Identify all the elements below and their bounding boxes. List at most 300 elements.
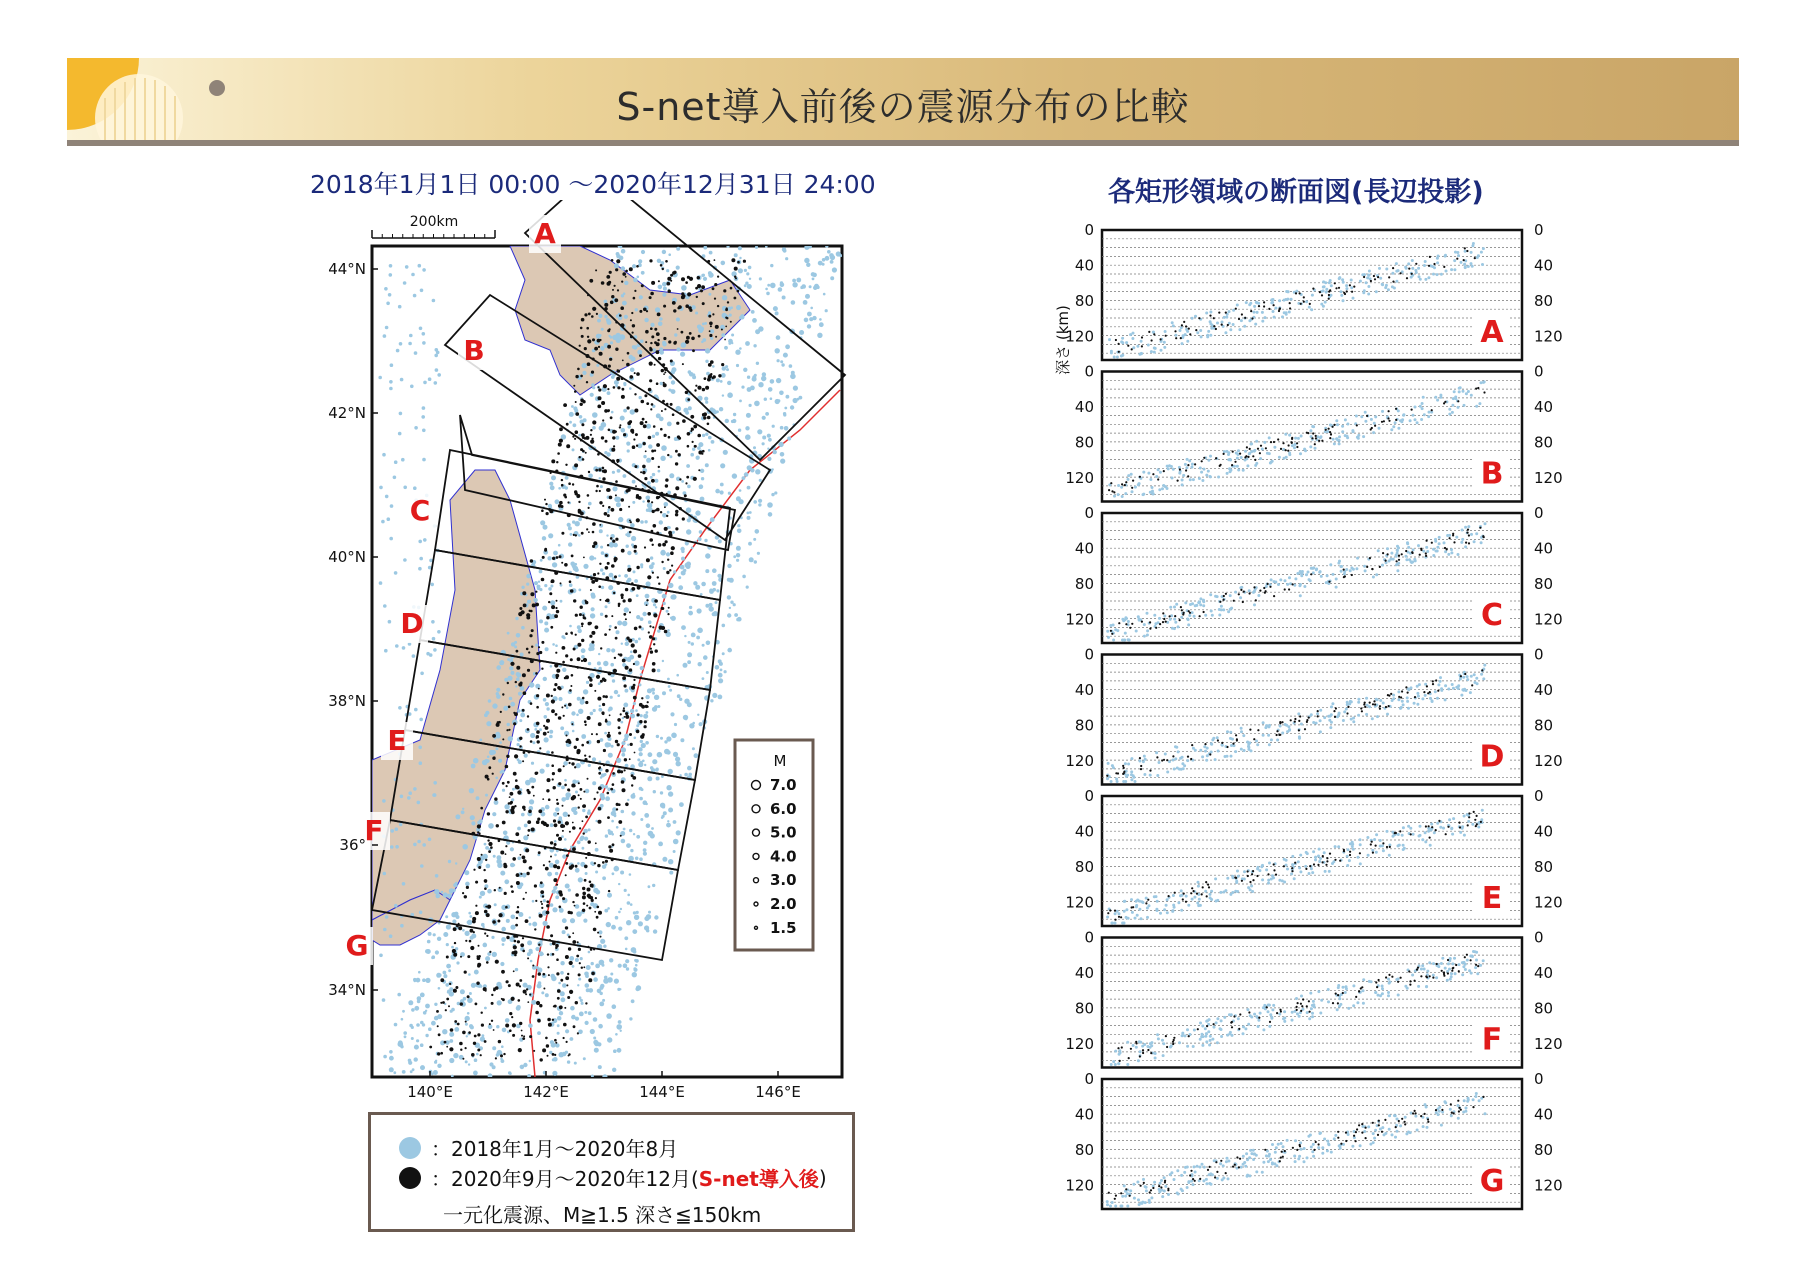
section-dot-before [1364, 420, 1367, 423]
section-dot-before [1412, 833, 1415, 836]
section-dot-after [1420, 549, 1422, 551]
epicenter-after [528, 651, 530, 653]
section-dot-before [1199, 597, 1202, 600]
section-dot-before [1185, 895, 1188, 898]
section-dot-before [1395, 554, 1398, 557]
epicenter-after [541, 509, 544, 512]
epicenter-after [620, 770, 623, 773]
section-dot-after [1344, 575, 1346, 577]
section-dot-after [1414, 696, 1416, 698]
section-dot-before [1351, 845, 1354, 848]
section-dot-after [1471, 684, 1473, 686]
section-dot-before [1312, 850, 1315, 853]
epicenter-after [454, 942, 456, 944]
epicenter-before [681, 625, 686, 630]
section-dot-before [1246, 464, 1249, 467]
section-dot-after [1115, 339, 1117, 341]
epicenter-after [496, 824, 499, 827]
epicenter-before [616, 502, 621, 507]
epicenter-before [570, 533, 573, 536]
section-dot-before [1155, 751, 1158, 754]
section-dot-after [1215, 457, 1217, 459]
epicenter-before [639, 683, 642, 686]
epicenter-after [727, 301, 729, 303]
epicenter-after [688, 306, 692, 310]
epicenter-before [699, 722, 703, 726]
section-dot-after [1311, 437, 1313, 439]
epicenter-before [628, 856, 634, 862]
epicenter-after [513, 722, 516, 725]
epicenter-after [596, 791, 598, 793]
section-dot-before [1142, 901, 1145, 904]
section-dot-before [1229, 594, 1232, 597]
epicenter-after [656, 350, 660, 354]
section-dot-before [1366, 836, 1369, 839]
section-dot-before [1245, 301, 1248, 304]
section-dot-before [1436, 550, 1439, 553]
epicenter-before [785, 344, 790, 349]
epicenter-after [522, 950, 525, 953]
epicenter-after [607, 282, 611, 286]
epicenter-after [577, 941, 579, 943]
epicenter-after [687, 276, 690, 279]
epicenter-before [577, 697, 581, 701]
section-dot-after [1360, 707, 1362, 709]
epicenter-before [621, 643, 623, 645]
depth-tick-left: 120 [1065, 469, 1094, 487]
epicenter-before [509, 697, 513, 701]
section-dot-after [1220, 464, 1222, 466]
section-dot-before [1397, 833, 1400, 836]
epicenter-after [495, 960, 499, 964]
section-dot-before [1439, 396, 1442, 399]
section-dot-before [1107, 762, 1110, 765]
epicenter-before [469, 992, 472, 995]
epicenter-before [669, 871, 673, 875]
section-dot-before [1457, 687, 1460, 690]
section-dot-before [1187, 623, 1190, 626]
epicenter-after [657, 313, 661, 317]
epicenter-after [569, 580, 572, 583]
section-dot-after [1464, 673, 1466, 675]
section-dot-before [1393, 287, 1396, 290]
epicenter-before [738, 246, 742, 250]
epicenter-after [457, 1023, 460, 1026]
section-dot-before [1331, 702, 1334, 705]
epicenter-before [663, 811, 667, 815]
section-dot-before [1120, 340, 1123, 343]
epicenter-before [692, 375, 696, 379]
epicenter-after [589, 635, 592, 638]
epicenter-before [643, 852, 647, 856]
epicenter-before [830, 260, 834, 264]
section-dot-before [1234, 890, 1237, 893]
epicenter-before [554, 840, 557, 843]
section-dot-before [1224, 331, 1227, 334]
epicenter-before [643, 841, 647, 845]
section-dot-after [1303, 301, 1305, 303]
section-dot-before [1181, 342, 1184, 345]
section-dot-before [1451, 683, 1454, 686]
epicenter-before [414, 1057, 418, 1061]
lat-label: 42°N [328, 404, 366, 422]
section-dot-before [1201, 479, 1204, 482]
epicenter-after [485, 881, 487, 883]
section-dot-after [1203, 457, 1205, 459]
section-dot-before [1261, 448, 1264, 451]
epicenter-after [607, 734, 611, 738]
epicenter-before [539, 728, 542, 731]
section-dot-before [1385, 268, 1388, 271]
epicenter-before [673, 570, 676, 573]
epicenter-after [609, 714, 611, 716]
epicenter-after [660, 428, 663, 431]
epicenter-after [557, 813, 559, 815]
epicenter-after [485, 906, 487, 908]
section-dot-before [1207, 330, 1210, 333]
epicenter-after [652, 544, 654, 546]
epicenter-before [722, 295, 727, 300]
epicenter-before [438, 987, 441, 990]
epicenter-before [379, 486, 383, 490]
section-dot-before [1460, 694, 1463, 697]
epicenter-before [422, 458, 426, 462]
epicenter-after [590, 440, 594, 444]
scale-label: 200km [409, 214, 459, 230]
section-dot-after [1298, 729, 1300, 731]
epicenter-before [469, 788, 474, 793]
section-dot-before [1364, 411, 1367, 414]
epicenter-after [600, 680, 603, 683]
section-dot-before [1299, 854, 1302, 857]
epicenter-after [570, 685, 572, 687]
epicenter-after [636, 445, 638, 447]
epicenter-after [609, 496, 613, 500]
epicenter-before [398, 305, 402, 309]
epicenter-after [609, 271, 612, 274]
epicenter-after [555, 652, 557, 654]
epicenter-before [578, 629, 582, 633]
section-dot-before [1467, 265, 1470, 268]
epicenter-before [383, 1055, 387, 1059]
epicenter-after [658, 466, 660, 468]
section-dot-before [1320, 303, 1323, 306]
section-dot-after [1250, 310, 1252, 312]
epicenter-after [490, 846, 493, 849]
epicenter-before [749, 511, 752, 514]
epicenter-before [572, 780, 577, 785]
epicenter-after [614, 657, 616, 659]
section-dot-before [1237, 875, 1240, 878]
epicenter-after [639, 720, 642, 723]
section-dot-before [1240, 727, 1243, 730]
epicenter-after [522, 1037, 525, 1040]
magnitude-value: 4.0 [770, 847, 797, 866]
section-dot-before [1237, 449, 1240, 452]
epicenter-after [602, 477, 605, 480]
section-dot-before [1322, 280, 1325, 283]
epicenter-before [697, 608, 702, 613]
epicenter-before [753, 538, 756, 541]
section-dot-before [1182, 474, 1185, 477]
epicenter-after [551, 764, 554, 767]
epicenter-before [420, 864, 424, 868]
epicenter-before [819, 322, 824, 327]
epicenter-after [584, 879, 587, 882]
epicenter-before [609, 573, 614, 578]
section-dot-before [1372, 431, 1375, 434]
epicenter-after [561, 479, 563, 481]
light-blue-dot-icon [399, 1137, 421, 1159]
epicenter-after [557, 997, 560, 1000]
epicenter-before [655, 606, 657, 608]
epicenter-after [450, 1028, 454, 1032]
epicenter-before [668, 808, 673, 813]
section-dot-before [1287, 725, 1290, 728]
epicenter-before [780, 452, 785, 457]
epicenter-before [393, 1071, 396, 1074]
section-dot-before [1327, 715, 1330, 718]
section-dot-before [1355, 567, 1358, 570]
epicenter-before [827, 250, 831, 254]
epicenter-after [642, 465, 646, 469]
section-dot-before [1277, 583, 1280, 586]
section-dot-before [1175, 746, 1178, 749]
epicenter-before [395, 845, 399, 849]
epicenter-after [513, 772, 517, 776]
section-dot-before [1209, 893, 1212, 896]
epicenter-after [647, 701, 649, 703]
epicenter-after [460, 1002, 463, 1005]
epicenter-before [759, 479, 762, 482]
epicenter-before [642, 760, 645, 763]
section-dot-after [1437, 690, 1439, 692]
epicenter-before [397, 993, 401, 997]
depth-tick-left: 120 [1065, 610, 1094, 629]
epicenter-after [510, 662, 514, 666]
epicenter-before [485, 956, 490, 961]
epicenter-after [551, 699, 555, 703]
section-dot-before [1314, 447, 1317, 450]
epicenter-before [635, 308, 638, 311]
epicenter-before [485, 794, 488, 797]
section-dot-before [1276, 739, 1279, 742]
epicenter-before [663, 287, 667, 291]
epicenter-before [610, 973, 613, 976]
epicenter-before [640, 714, 643, 717]
epicenter-after [634, 372, 636, 374]
epicenter-before [553, 1057, 558, 1062]
epicenter-after [527, 669, 530, 672]
epicenter-before [627, 449, 630, 452]
section-dot-before [1367, 285, 1370, 288]
epicenter-after [725, 326, 727, 328]
section-dot-before [1188, 459, 1191, 462]
epicenter-before [830, 255, 835, 260]
epicenter-after [559, 501, 563, 505]
epicenter-before [418, 971, 421, 974]
epicenter-after [714, 259, 716, 261]
section-dot-after [1335, 287, 1337, 289]
epicenter-after [567, 501, 569, 503]
epicenter-before [621, 753, 625, 757]
section-dot-before [1376, 715, 1379, 718]
epicenter-after [658, 280, 660, 282]
section-dot-before [1225, 316, 1228, 319]
epicenter-after [613, 445, 615, 447]
epicenter-before [734, 613, 738, 617]
epicenter-before [660, 456, 665, 461]
epicenter-before [611, 820, 614, 823]
epicenter-before [679, 698, 682, 701]
epicenter-after [562, 897, 565, 900]
epicenter-after [531, 786, 534, 789]
section-dot-before [1238, 328, 1241, 331]
epicenter-before [604, 732, 607, 735]
section-dot-after [1257, 729, 1259, 731]
epicenter-before [612, 335, 617, 340]
epicenter-after [492, 734, 496, 738]
magnitude-value: 2.0 [770, 895, 797, 913]
epicenter-before [455, 862, 457, 864]
epicenter-before [553, 886, 557, 890]
epicenter-after [514, 754, 518, 758]
epicenter-after [627, 568, 631, 572]
epicenter-after [586, 327, 589, 330]
epicenter-after [539, 914, 543, 918]
epicenter-before [774, 491, 777, 494]
epicenter-before [680, 547, 684, 551]
section-dot-before [1319, 719, 1322, 722]
epicenter-before [492, 812, 496, 816]
section-dot-before [1288, 576, 1291, 579]
epicenter-before [607, 893, 612, 898]
epicenter-before [666, 823, 671, 828]
epicenter-before [501, 1059, 505, 1063]
section-dot-before [1254, 323, 1257, 326]
epicenter-before [414, 1006, 419, 1011]
epicenter-after [599, 352, 603, 356]
epicenter-before [422, 429, 426, 433]
section-dot-before [1142, 493, 1145, 496]
legend-after-suffix: ) [818, 1165, 827, 1190]
epicenter-before [482, 760, 488, 766]
epicenter-before [676, 247, 680, 251]
section-dot-before [1262, 721, 1265, 724]
epicenter-before [772, 468, 774, 470]
section-dot-after [1141, 336, 1143, 338]
depth-tick-left: 40 [1074, 681, 1094, 699]
epicenter-before [571, 711, 575, 715]
section-dot-after [1131, 348, 1133, 350]
epicenter-after [559, 555, 562, 558]
epicenter-before [640, 673, 643, 676]
epicenter-before [434, 1003, 437, 1006]
epicenter-after [620, 594, 623, 597]
epicenter-after [462, 1031, 466, 1035]
epicenter-after [656, 443, 660, 447]
epicenter-after [517, 906, 519, 908]
epicenter-before [399, 342, 403, 346]
epicenter-after [545, 503, 547, 505]
section-dot-before [1367, 293, 1370, 296]
epicenter-after [477, 956, 481, 960]
epicenter-after [636, 494, 639, 497]
section-dot-before [1166, 911, 1169, 914]
section-dot-before [1254, 464, 1257, 467]
section-dot-before [1270, 738, 1273, 741]
epicenter-before [790, 405, 794, 409]
section-dot-after [1273, 304, 1275, 306]
epicenter-after [621, 395, 625, 399]
epicenter-after [634, 627, 638, 631]
section-dot-before [1116, 629, 1119, 632]
epicenter-before [600, 992, 603, 995]
epicenter-after [687, 445, 690, 448]
epicenter-before [616, 254, 620, 258]
section-dot-before [1138, 908, 1141, 911]
epicenter-before [687, 660, 691, 664]
section-dot-before [1396, 569, 1399, 572]
epicenter-after [555, 607, 557, 609]
epicenter-after [542, 556, 545, 559]
depth-tick-left: 80 [1074, 575, 1094, 593]
epicenter-before [488, 1025, 493, 1030]
section-dot-before [1372, 576, 1375, 579]
epicenter-before [765, 412, 769, 416]
section-dot-before [1177, 750, 1180, 753]
section-dot-before [1226, 730, 1229, 733]
epicenter-after [520, 873, 522, 875]
section-dot-before [1451, 833, 1454, 836]
epicenter-after [585, 701, 588, 704]
epicenter-before [578, 978, 581, 981]
section-dot-before [1475, 532, 1478, 535]
epicenter-before [810, 307, 813, 310]
epicenter-after [558, 687, 561, 690]
epicenter-before [535, 684, 540, 689]
epicenter-after [502, 782, 505, 785]
epicenter-after [633, 438, 635, 440]
epicenter-after [565, 632, 568, 635]
section-dot-after [1329, 437, 1331, 439]
epicenter-before [598, 1065, 602, 1069]
section-dot-before [1142, 471, 1145, 474]
epicenter-after [630, 743, 633, 746]
epicenter-before [659, 520, 663, 524]
section-dot-before [1235, 452, 1238, 455]
epicenter-before [601, 586, 604, 589]
epicenter-before [693, 581, 697, 585]
section-dot-after [1232, 743, 1234, 745]
section-dot-before [1164, 753, 1167, 756]
epicenter-after [528, 810, 532, 814]
epicenter-before [768, 512, 773, 517]
epicenter-after [654, 450, 656, 452]
epicenter-after [634, 465, 637, 468]
epicenter-before [555, 499, 560, 504]
epicenter-before [639, 797, 643, 801]
epicenter-before [395, 644, 399, 648]
epicenter-after [563, 715, 565, 717]
section-dot-after [1299, 292, 1301, 294]
epicenter-before [618, 883, 620, 885]
epicenter-after [505, 765, 509, 769]
epicenter-after [511, 890, 514, 893]
epicenter-before [659, 417, 664, 422]
epicenter-after [592, 420, 596, 424]
epicenter-after [639, 310, 642, 313]
